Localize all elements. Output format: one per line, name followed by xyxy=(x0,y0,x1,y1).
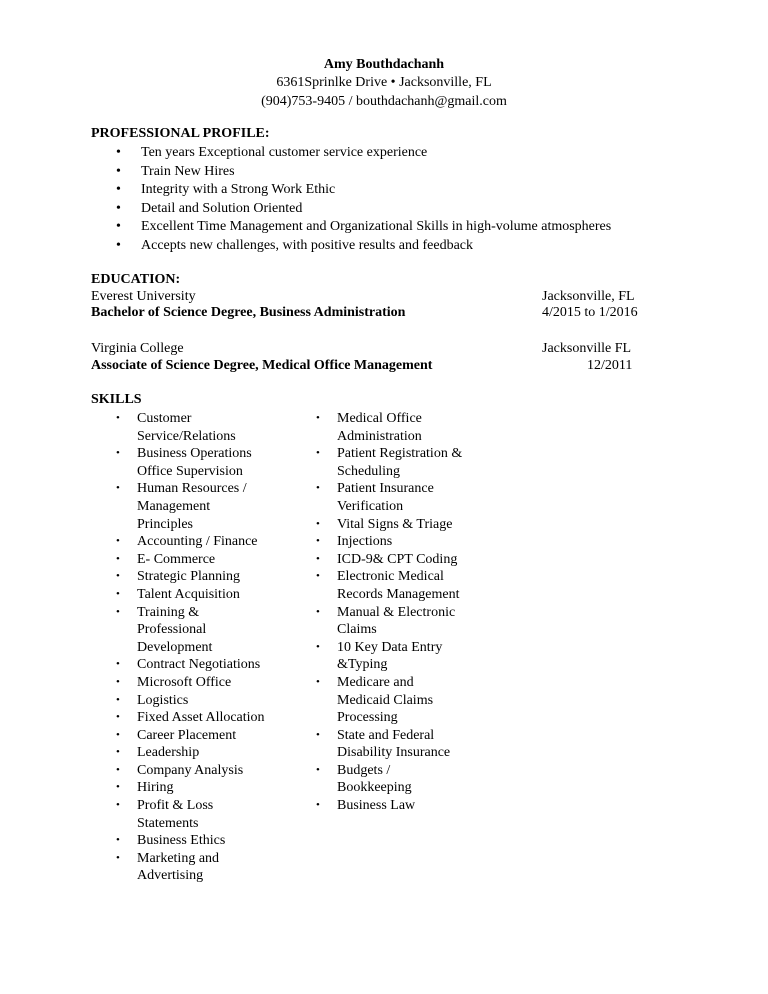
skill-text: Management xyxy=(137,498,211,514)
skill-text: Records Management xyxy=(337,586,460,602)
profile-list xyxy=(116,144,676,256)
left-skill-item xyxy=(116,674,306,692)
skill-text: Budgets / xyxy=(337,762,391,778)
profile-item-text: Train New Hires xyxy=(141,163,235,179)
right-skill-item xyxy=(316,445,516,480)
skill-text: Advertising xyxy=(137,868,204,884)
skill-text: Accounting / Finance xyxy=(137,534,258,550)
skill-text: Contract Negotiations xyxy=(137,657,261,673)
bullet-icon: • xyxy=(316,570,320,583)
skill-text: Patient Registration & xyxy=(337,446,463,462)
education-dates: 12/2011 xyxy=(587,358,633,373)
left-skill-item xyxy=(116,586,306,604)
profile-item xyxy=(116,218,676,237)
profile-item-text: Integrity with a Strong Work Ethic xyxy=(141,182,336,198)
left-skill-item xyxy=(116,604,306,657)
right-skill-item xyxy=(316,410,516,445)
right-skill-item xyxy=(316,797,516,815)
skill-text: Claims xyxy=(337,622,377,638)
profile-item-text: Ten years Exceptional customer service experience xyxy=(141,145,428,160)
skills-heading: SKILLS xyxy=(91,392,142,407)
contact-line: (904)753-9405 / bouthdachanh@gmail.com xyxy=(261,94,507,109)
skill-text: Injections xyxy=(337,534,393,550)
bullet-icon: • xyxy=(116,781,120,794)
skill-text: Medicaid Claims xyxy=(337,692,434,708)
education-heading: EDUCATION: xyxy=(91,272,181,287)
education-degree: Bachelor of Science Degree, Business Administration xyxy=(91,305,406,320)
skill-text: Leadership xyxy=(137,745,200,761)
bullet-icon: • xyxy=(116,763,120,776)
bullet-icon: • xyxy=(116,728,120,741)
education-location: Jacksonville, FL xyxy=(542,289,635,304)
skill-text: Bookkeeping xyxy=(337,780,412,796)
left-skill-item xyxy=(116,832,306,850)
bullet-icon: • xyxy=(116,552,120,565)
applicant-name: Amy Bouthdachanh xyxy=(323,57,445,72)
bullet-icon: • xyxy=(316,799,320,812)
skill-text: State and Federal xyxy=(337,727,435,743)
bullet-icon: • xyxy=(316,728,320,741)
skill-text: 10 Key Data Entry xyxy=(337,639,443,655)
profile-item-text: Detail and Solution Oriented xyxy=(141,200,303,216)
skill-text: Manual & Electronic xyxy=(337,604,456,620)
education-school: Virginia College xyxy=(91,341,184,356)
bullet-icon: • xyxy=(316,482,320,495)
skills-left-column xyxy=(116,410,306,885)
left-skill-item xyxy=(116,551,306,569)
left-skill-item xyxy=(116,744,306,762)
left-skill-item xyxy=(116,692,306,710)
bullet-icon: • xyxy=(116,746,120,759)
bullet-icon: • xyxy=(116,570,120,583)
bullet-icon: • xyxy=(116,412,120,424)
skill-text: E- Commerce xyxy=(137,551,216,567)
skill-text: Logistics xyxy=(137,692,189,708)
right-skill-item xyxy=(316,568,516,603)
bullet-icon: • xyxy=(316,763,320,776)
bullet-icon: • xyxy=(316,640,320,653)
bullet-icon: • xyxy=(116,851,120,864)
bullet-icon: • xyxy=(316,605,320,618)
bullet-icon: • xyxy=(116,587,120,600)
right-skill-item xyxy=(316,551,516,569)
profile-item-text: Excellent Time Management and Organizational Skills in high-volume atmospheres xyxy=(141,219,612,235)
skill-text: &Typing xyxy=(337,657,388,673)
right-skill-item xyxy=(316,480,516,515)
bullet-icon: • xyxy=(116,711,120,724)
skill-text: Medicare and xyxy=(337,674,414,690)
skill-text: Development xyxy=(137,639,213,655)
bullet-icon: • xyxy=(116,447,120,460)
bullet-icon: • xyxy=(116,482,120,495)
skill-text: Company Analysis xyxy=(137,762,244,778)
bullet-icon: • xyxy=(116,182,121,198)
bullet-icon: • xyxy=(116,219,121,235)
left-skill-item xyxy=(116,656,306,674)
skill-text: Business Ethics xyxy=(137,833,226,849)
left-skill-item xyxy=(116,533,306,551)
bullet-icon: • xyxy=(116,799,120,812)
skill-text: Strategic Planning xyxy=(137,569,241,585)
bullet-icon: • xyxy=(116,145,121,160)
skill-text: Processing xyxy=(337,710,398,726)
profile-heading: PROFESSIONAL PROFILE: xyxy=(91,126,270,141)
skill-text: ICD-9& CPT Coding xyxy=(337,551,458,567)
skill-text: Vital Signs & Triage xyxy=(337,516,453,532)
skill-text: Verification xyxy=(337,498,404,514)
skill-text: Service/Relations xyxy=(137,428,236,444)
skill-text: Career Placement xyxy=(137,727,237,743)
skill-text: Administration xyxy=(337,428,422,444)
skill-text: Customer xyxy=(137,411,192,426)
right-skill-item xyxy=(316,604,516,639)
skill-text: Professional xyxy=(137,622,207,638)
profile-item xyxy=(116,181,676,200)
address-line: 6361Sprinlke Drive • Jacksonville, FL xyxy=(276,75,492,90)
skill-text: Microsoft Office xyxy=(137,674,232,690)
right-skill-item xyxy=(316,516,516,534)
left-skill-item xyxy=(116,727,306,745)
skill-text: Business Operations xyxy=(137,446,252,462)
bullet-icon: • xyxy=(116,163,121,179)
left-skill-item xyxy=(116,762,306,780)
skill-text: Fixed Asset Allocation xyxy=(137,710,265,726)
profile-item xyxy=(116,163,676,182)
left-skill-item xyxy=(116,445,306,480)
bullet-icon: • xyxy=(116,834,120,847)
skill-text: Business Law xyxy=(337,798,416,814)
education-school: Everest University xyxy=(91,289,196,304)
skill-text: Profit & Loss xyxy=(137,798,214,814)
skill-text: Medical Office xyxy=(337,411,422,426)
skill-text: Training & xyxy=(137,604,200,620)
bullet-icon: • xyxy=(316,517,320,530)
skill-text: Hiring xyxy=(137,780,174,796)
left-skill-item xyxy=(116,850,306,885)
right-skill-item xyxy=(316,674,516,727)
skill-text: Talent Acquisition xyxy=(137,586,240,602)
bullet-icon: • xyxy=(116,658,120,671)
bullet-icon: • xyxy=(316,535,320,548)
skill-text: Disability Insurance xyxy=(337,745,451,761)
bullet-icon: • xyxy=(116,605,120,618)
skill-text: Electronic Medical xyxy=(337,569,444,585)
skill-text: Patient Insurance xyxy=(337,481,434,497)
bullet-icon: • xyxy=(316,552,320,565)
profile-item xyxy=(116,237,676,256)
left-skill-item xyxy=(116,709,306,727)
skill-text: Scheduling xyxy=(337,463,400,479)
bullet-icon: • xyxy=(316,447,320,460)
education-location: Jacksonville FL xyxy=(542,341,632,356)
skill-text: Principles xyxy=(137,516,193,532)
left-skill-item xyxy=(116,779,306,797)
bullet-icon: • xyxy=(116,200,121,216)
profile-item xyxy=(116,144,676,163)
bullet-icon: • xyxy=(116,675,120,688)
skill-text: Statements xyxy=(137,815,199,831)
skill-text: Marketing and xyxy=(137,850,220,866)
bullet-icon: • xyxy=(316,412,320,424)
left-skill-item xyxy=(116,410,306,445)
skill-text: Office Supervision xyxy=(137,463,243,479)
right-skill-item xyxy=(316,762,516,797)
bullet-icon: • xyxy=(316,675,320,688)
education-dates: 4/2015 to 1/2016 xyxy=(542,305,638,320)
skills-right-column xyxy=(316,410,516,815)
profile-item-text: Accepts new challenges, with positive results and feedback xyxy=(141,237,474,253)
education-degree: Associate of Science Degree, Medical Office Management xyxy=(91,358,433,373)
right-skill-item xyxy=(316,533,516,551)
bullet-icon: • xyxy=(116,693,120,706)
right-skill-item xyxy=(316,727,516,762)
skill-text: Human Resources / xyxy=(137,481,247,497)
left-skill-item xyxy=(116,568,306,586)
left-skill-item xyxy=(116,480,306,533)
profile-item xyxy=(116,200,676,219)
left-skill-item xyxy=(116,797,306,832)
bullet-icon: • xyxy=(116,237,121,253)
right-skill-item xyxy=(316,639,516,674)
bullet-icon: • xyxy=(116,535,120,548)
